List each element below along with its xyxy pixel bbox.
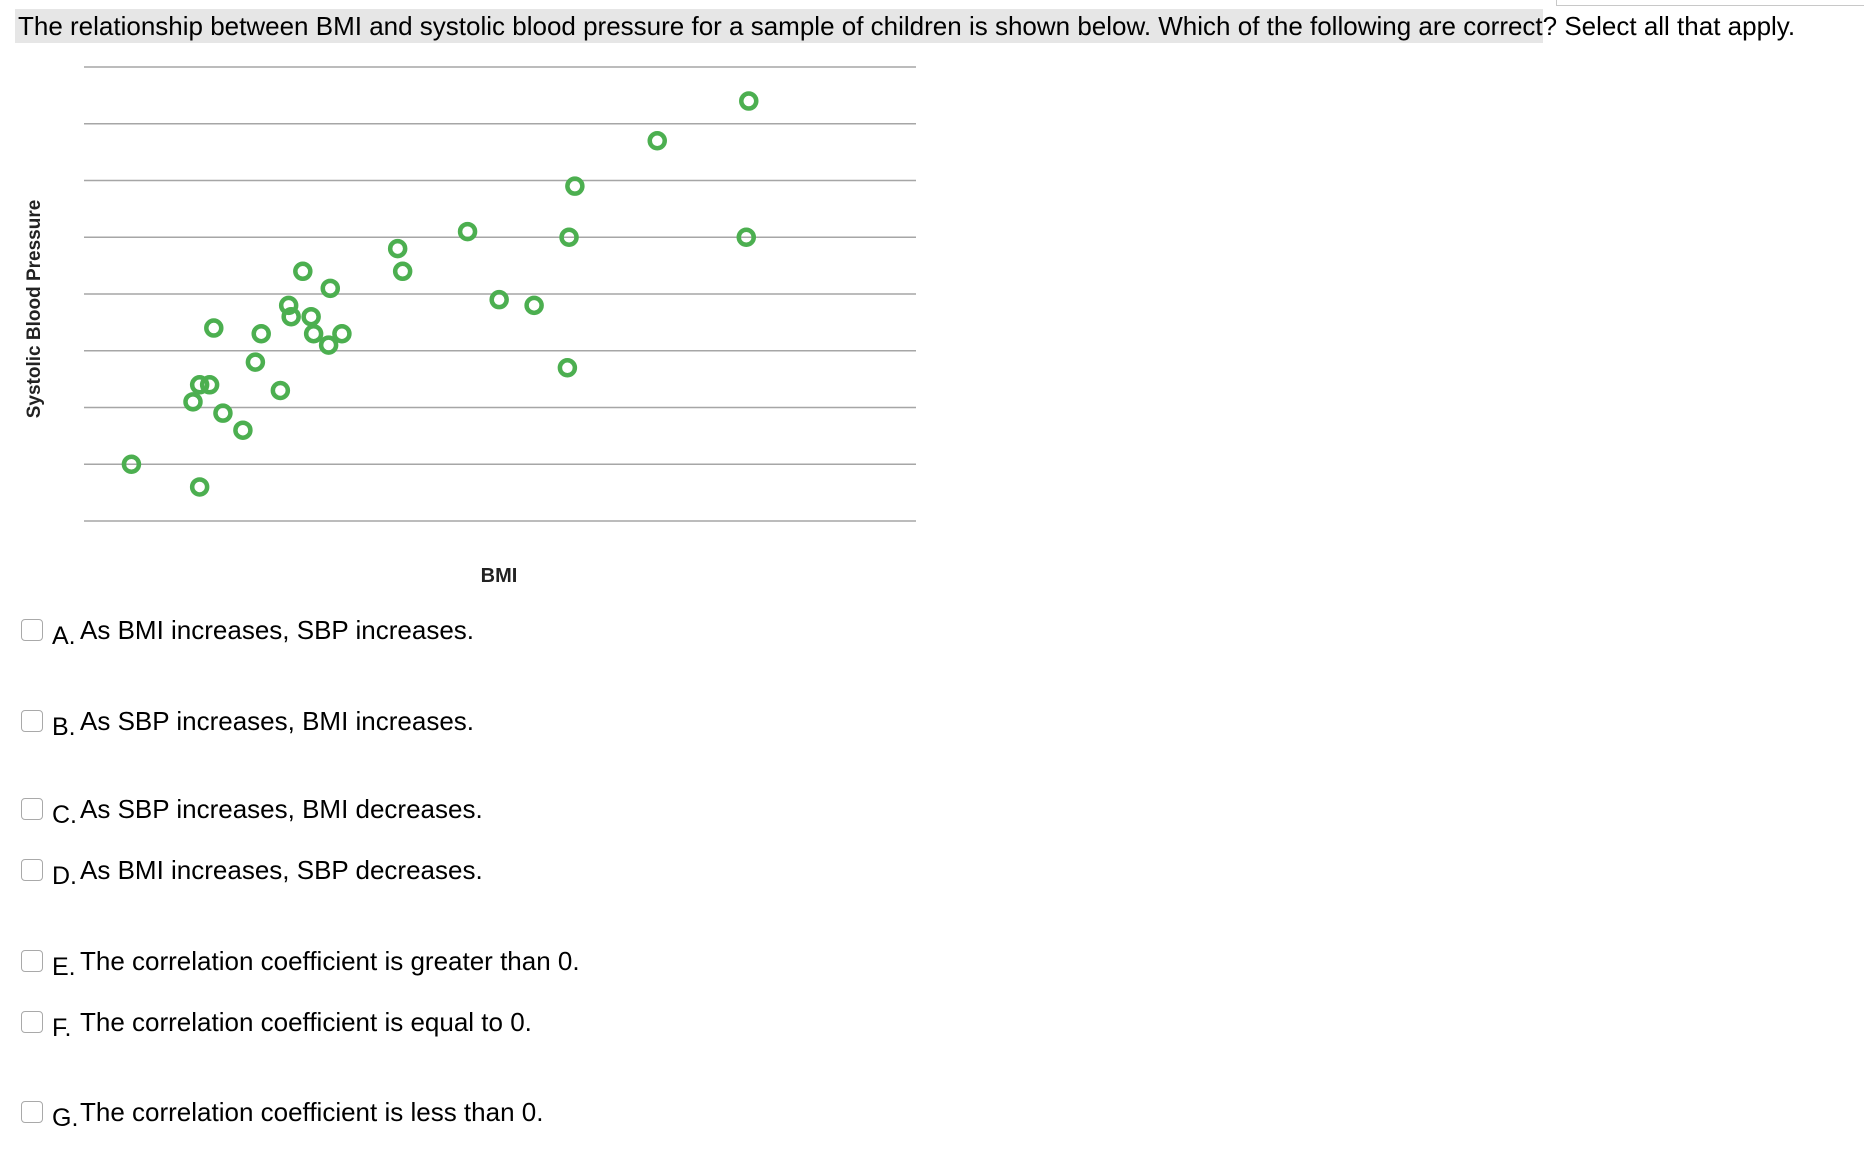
scatter-chart	[0, 50, 940, 590]
scatter-point	[567, 179, 582, 194]
scatter-point	[248, 355, 263, 370]
y-axis-label: Systolic Blood Pressure	[24, 199, 45, 419]
scatter-point	[741, 94, 756, 109]
option-c[interactable]	[21, 792, 483, 829]
scatter-point	[334, 326, 349, 341]
option-b-checkbox[interactable]	[21, 710, 43, 732]
scatter-point	[395, 264, 410, 279]
option-e-text: The correlation coefficient is greater than 0.	[80, 945, 580, 976]
option-g[interactable]	[21, 1095, 544, 1132]
question-text	[18, 9, 1795, 43]
option-d-letter: D.	[52, 861, 77, 890]
question-highlighted-text: The relationship between BMI and systolic blood pressure for a sample of children is shown below. Which of the following are correct	[15, 9, 1543, 43]
option-a-letter: A.	[52, 621, 76, 650]
scatter-point	[321, 338, 336, 353]
scatter-point	[295, 264, 310, 279]
option-b-letter: B.	[52, 712, 76, 741]
option-d-checkbox[interactable]	[21, 859, 43, 881]
scatter-point	[192, 479, 207, 494]
scatter-point	[492, 292, 507, 307]
option-f-checkbox[interactable]	[21, 1011, 43, 1033]
option-f-letter: F.	[52, 1013, 72, 1042]
question-rest-text: ? Select all that apply.	[1542, 11, 1796, 41]
scatter-point	[235, 423, 250, 438]
scatter-point	[284, 309, 299, 324]
scatter-point	[650, 133, 665, 148]
option-d[interactable]	[21, 853, 483, 890]
scatter-point	[202, 377, 217, 392]
option-g-checkbox[interactable]	[21, 1101, 43, 1123]
scatter-point	[560, 360, 575, 375]
scatter-point	[215, 406, 230, 421]
scatter-point	[185, 394, 200, 409]
scatter-point	[206, 321, 221, 336]
option-c-checkbox[interactable]	[21, 798, 43, 820]
option-a-checkbox[interactable]	[21, 619, 43, 641]
option-f[interactable]	[21, 1005, 532, 1042]
scatter-point	[323, 281, 338, 296]
option-d-text: As BMI increases, SBP decreases.	[80, 854, 483, 885]
scatter-point	[460, 224, 475, 239]
option-b[interactable]	[21, 704, 475, 741]
scatter-point	[304, 309, 319, 324]
top-right-box-edge	[1556, 0, 1864, 6]
option-f-text: The correlation coefficient is equal to 0.	[80, 1006, 532, 1037]
option-e-letter: E.	[52, 952, 76, 981]
scatter-point	[254, 326, 269, 341]
option-g-letter: G.	[52, 1103, 79, 1132]
option-c-text: As SBP increases, BMI decreases.	[80, 793, 483, 824]
option-e[interactable]	[21, 944, 580, 981]
scatter-point	[306, 326, 321, 341]
option-g-text: The correlation coefficient is less than 0.	[80, 1096, 544, 1127]
option-a[interactable]	[21, 613, 475, 650]
option-e-checkbox[interactable]	[21, 950, 43, 972]
scatter-point	[390, 241, 405, 256]
x-axis-label: BMI	[480, 565, 518, 587]
option-c-letter: C.	[52, 800, 77, 829]
option-b-text: As SBP increases, BMI increases.	[80, 705, 475, 736]
scatter-point	[527, 298, 542, 313]
option-a-text: As BMI increases, SBP increases.	[80, 614, 475, 645]
scatter-point	[273, 383, 288, 398]
